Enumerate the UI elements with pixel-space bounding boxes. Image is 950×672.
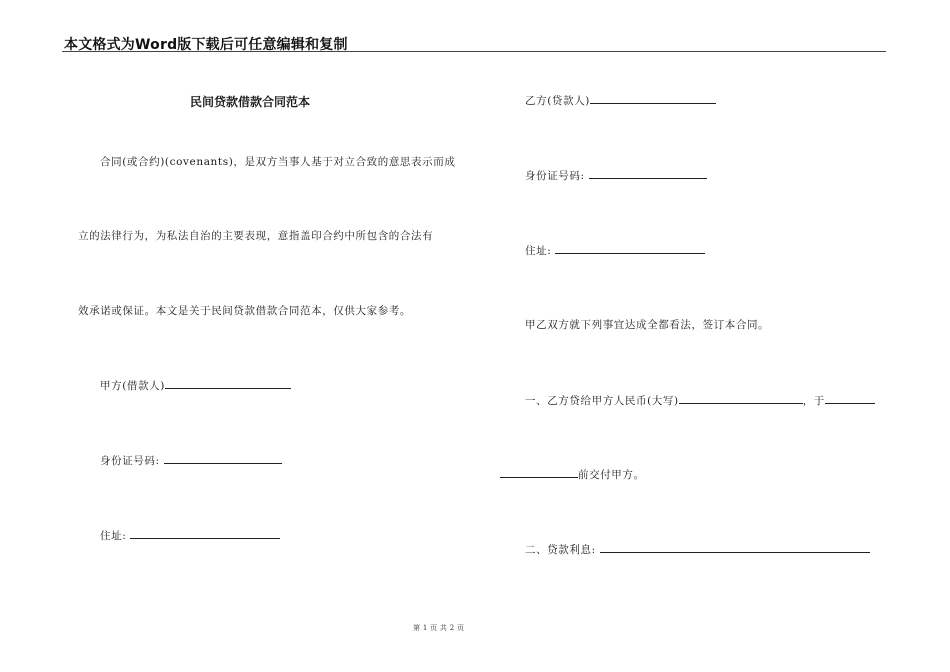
party-b-row bbox=[525, 93, 716, 108]
party-b-label: 乙方(贷款人) bbox=[525, 95, 590, 107]
party-b-id-blank[interactable] bbox=[589, 168, 707, 179]
clause-1-deadline-blank[interactable] bbox=[500, 467, 578, 478]
clause-2-row bbox=[525, 542, 870, 557]
clause-1-date-blank[interactable] bbox=[825, 393, 875, 404]
clause-1-continued-row bbox=[500, 467, 645, 482]
party-a-label: 甲方(借款人) bbox=[100, 380, 165, 392]
party-b-blank[interactable] bbox=[590, 93, 716, 104]
intro-line-1: 合同(或合约)(covenants)，是双方当事人基于对立合致的意思表示而成 bbox=[100, 156, 456, 168]
agreement-text: 甲乙双方就下列事宜达成全都看法，签订本合同。 bbox=[525, 319, 770, 331]
party-b-address-label: 住址: bbox=[525, 245, 552, 257]
party-b-id-row bbox=[525, 168, 707, 183]
party-a-blank[interactable] bbox=[165, 378, 291, 389]
party-b-address-blank[interactable] bbox=[555, 243, 705, 254]
clause-1-label: 一、乙方贷给甲方人民币(大写) bbox=[525, 395, 679, 407]
header-title: 本文格式为Word版下载后可任意编辑和复制 bbox=[64, 37, 348, 53]
party-a-address-label: 住址: bbox=[100, 530, 127, 542]
clause-2-label: 二、贷款利息: bbox=[525, 544, 596, 556]
party-a-id-label: 身份证号码: bbox=[100, 455, 160, 467]
intro-line-3: 效承诺或保证。本文是关于民间贷款借款合同范本，仅供大家参考。 bbox=[78, 305, 411, 317]
header-divider bbox=[62, 51, 886, 52]
party-a-id-blank[interactable] bbox=[164, 453, 282, 464]
party-a-address-row bbox=[100, 528, 280, 543]
party-a-address-blank[interactable] bbox=[130, 528, 280, 539]
intro-line-2: 立的法律行为，为私法自治的主要表现，意指盖印合约中所包含的合法有 bbox=[78, 230, 434, 242]
party-b-address-row bbox=[525, 243, 705, 258]
party-a-id-row bbox=[100, 453, 282, 468]
clause-1-end-text: 前交付甲方。 bbox=[578, 469, 645, 481]
page-number: 第 1 页 共 2 页 bbox=[413, 624, 465, 632]
party-a-row bbox=[100, 378, 291, 393]
clause-2-interest-blank[interactable] bbox=[600, 542, 870, 553]
document-title: 民间贷款借款合同范本 bbox=[190, 95, 311, 109]
clause-1-row bbox=[525, 393, 875, 408]
clause-1-mid-text: ，于 bbox=[802, 395, 825, 407]
party-b-id-label: 身份证号码: bbox=[525, 170, 585, 182]
clause-1-amount-blank[interactable] bbox=[679, 393, 803, 404]
